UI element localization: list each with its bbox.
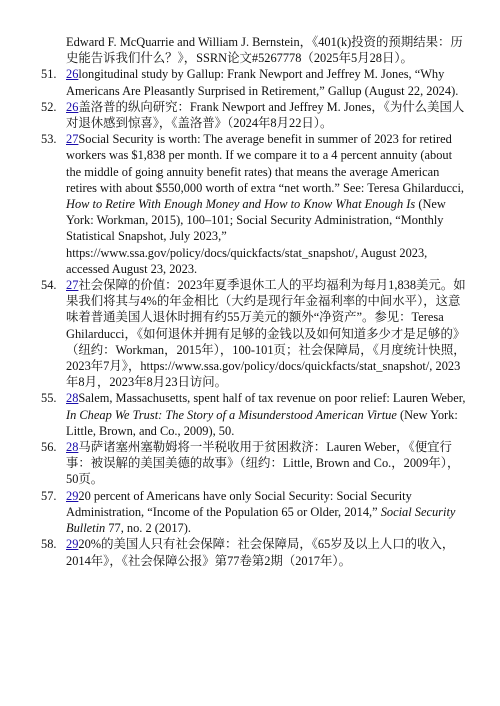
note-number: 58.	[41, 537, 57, 552]
note-text: 盖洛普的纵向研究：Frank Newport and Jeffrey M. Jones，《为什么美国人对退休感到惊喜》，《盖洛普》（2024年8月22日）。	[66, 99, 465, 131]
note-number: 57.	[41, 488, 57, 503]
notes-list	[41, 66, 466, 568]
note-text: 20%的美国人只有社会保障：社会保障局，《65岁及以上人口的收入，2014年》，《社会保障公报》第77卷第2期（2017年）。	[66, 537, 455, 568]
note-ref-link[interactable]: 26	[66, 67, 79, 82]
note-item	[41, 390, 466, 439]
journal-title: Social Security Bulletin	[66, 504, 456, 536]
note-ref-link[interactable]: 28	[66, 440, 79, 455]
note-item	[41, 277, 466, 390]
book-title: How to Retire With Enough Money and How to Know What Enough Is	[66, 197, 416, 212]
note-ref-link[interactable]: 29	[66, 537, 79, 552]
note-number: 53.	[41, 132, 57, 147]
note-item	[41, 439, 466, 488]
note-ref-link[interactable]: 27	[66, 278, 79, 293]
note-number: 51.	[41, 67, 57, 82]
note-text: 马萨诸塞州塞勒姆将一半税收用于贫困救济：Lauren Weber，《便宜行事：被误解的美国美德的故事》（纽约：Little, Brown and Co.，2009年），50页。	[66, 440, 460, 487]
note-text-tail: (New York: Workman, 2015), 100–101; Social Security Administration, “Monthly Statistical Snapshot, July 2023,” https://www.ssa.gov/policy/docs/quickfacts/stat_snapshot/, August 2023, accessed August 23, 2023.	[66, 197, 446, 276]
note-item	[41, 488, 466, 537]
note-text: Salem, Massachusetts, spent half of tax revenue on poor relief: Lauren Weber,	[78, 391, 466, 406]
note-ref-link[interactable]: 26	[66, 99, 79, 114]
note-text-tail: (New York: Little, Brown, and Co., 2009), 50.	[66, 407, 458, 438]
note-number: 56.	[41, 440, 57, 455]
note-number: 54.	[41, 278, 57, 293]
book-title: In Cheap We Trust: The Story of a Misunderstood American Virtue	[66, 407, 397, 422]
note-ref-link[interactable]: 28	[66, 391, 79, 406]
note-number: 52.	[41, 99, 57, 114]
note-item	[41, 99, 466, 131]
note-text: 社会保障的价值：2023年夏季退休工人的平均福利为每月1,838美元。如果我们将其与4%的年金相比（大约是现行年金福利率的中间水平），这意味着普通美国人退休时拥有约55万美元的额外“净资产”。参见：Teresa Ghilarducci，《如何退休并拥有足够的金钱以及如何知道多少才是足够的》（纽约：Workman，2015年），100-101页；社会保障局，《月度统计快照，2023年7月》，https://www.ssa.gov/policy/docs/quickfacts/stat_snapshot/, 2023年8月，2023年8月23日访问。	[66, 278, 466, 390]
note-ref-link[interactable]: 27	[66, 132, 79, 147]
note-text: 20 percent of Americans have only Social Security: Social Security Administration, “Income of the Population 65 or Older, 2014,”	[66, 488, 412, 519]
note-ref-link[interactable]: 29	[66, 488, 79, 503]
note-item	[41, 131, 466, 277]
note-text-tail: 77, no. 2 (2017).	[105, 521, 191, 536]
note-continuation: Edward F. McQuarrie and William J. Bernstein，《401(k)投资的预期结果：历史能告诉我们什么？》，SSRN论文#5267778（2025年5月28日）。	[66, 35, 463, 66]
note-text: Social Security is worth: The average benefit in summer of 2023 for retired workers was $1,838 per month. If we compare it to a 4 percent annuity (about the middle of going annuity benefit rates) that means the average American retires with about $550,000 worth of extra “net worth.” See: Teresa Ghilarducci,	[66, 132, 465, 195]
note-number: 55.	[41, 391, 57, 406]
note-item	[41, 66, 466, 98]
note-text: longitudinal study by Gallup: Frank Newport and Jeffrey M. Jones, “Why Americans Are Pleasantly Surprised in Retirement,” Gallup (August 22, 2024).	[66, 67, 459, 98]
note-item	[41, 536, 466, 568]
